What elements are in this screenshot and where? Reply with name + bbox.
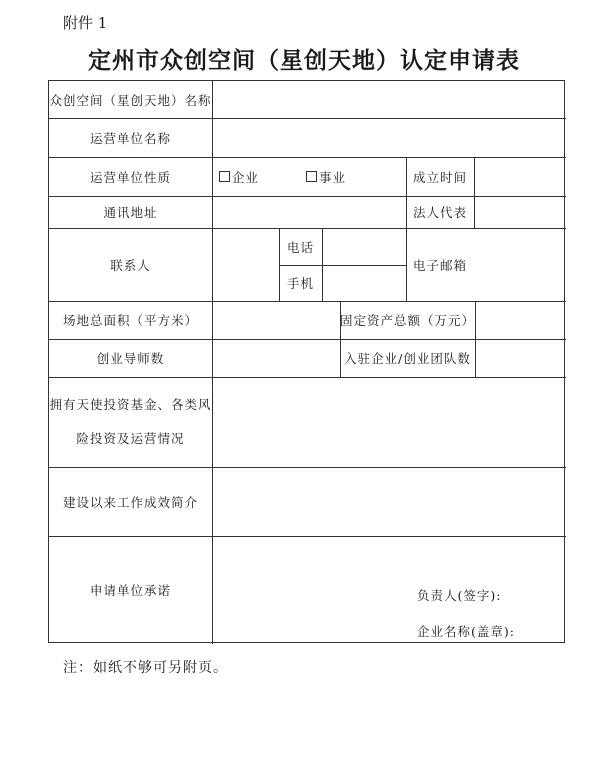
page-title: 定州市众创空间（星创天地）认定申请表 [88,47,520,74]
mentors-field[interactable] [212,339,340,377]
footnote: 注：如纸不够可另附页。 [63,660,228,676]
phone-label: 电话 [286,239,314,255]
address-label: 通讯地址 [103,205,158,220]
commitment-label: 申请单位承诺 [89,583,171,598]
email-field[interactable] [474,228,566,301]
mobile-label: 手机 [286,276,314,291]
teams-label: 入驻企业/创业团队数 [344,351,471,366]
institution-option[interactable] [306,157,386,196]
investment-label-line1: 拥有天使投资基金、各类风 [49,397,212,412]
institution-checkbox[interactable] [306,171,317,182]
enterprise-option-label: 企业 [232,169,260,185]
fixed-assets-field[interactable] [475,301,566,339]
responsible-signature-label: 负责人(签字): [417,588,502,603]
fixed-assets-label: 固定资产总额（万元） [340,313,476,328]
mobile-field[interactable] [322,265,406,301]
investment-field[interactable] [212,377,566,467]
investment-label-line2: 险投资及运营情况 [76,431,185,446]
enterprise-option[interactable] [219,157,299,196]
achievements-field[interactable] [212,467,566,536]
operator-name-field[interactable] [212,118,566,157]
operator-nature-label: 运营单位性质 [89,169,171,185]
investment-label [49,377,212,467]
established-label: 成立时间 [412,169,467,185]
contact-label: 联系人 [110,257,151,273]
application-form-table [48,80,565,643]
space-name-label: 众创空间（星创天地）名称 [49,92,212,108]
area-field[interactable] [212,301,340,339]
legal-rep-field[interactable] [474,196,566,228]
institution-option-label: 事业 [319,169,347,185]
mentors-label: 创业导师数 [96,351,165,366]
company-seal-label: 企业名称(盖章): [417,624,515,639]
achievements-label: 建设以来工作成效简介 [62,494,198,510]
phone-field[interactable] [322,228,406,265]
operator-name-label: 运营单位名称 [89,130,171,146]
contact-field[interactable] [212,228,279,301]
legal-rep-label: 法人代表 [412,205,467,220]
enterprise-checkbox[interactable] [219,171,230,182]
area-label: 场地总面积（平方米） [62,313,198,328]
email-label: 电子邮箱 [412,257,467,273]
teams-field[interactable] [475,339,566,377]
attachment-label: 附件 1 [63,14,108,32]
address-field[interactable] [212,196,406,228]
established-field[interactable] [474,157,566,196]
space-name-field[interactable] [212,81,566,118]
